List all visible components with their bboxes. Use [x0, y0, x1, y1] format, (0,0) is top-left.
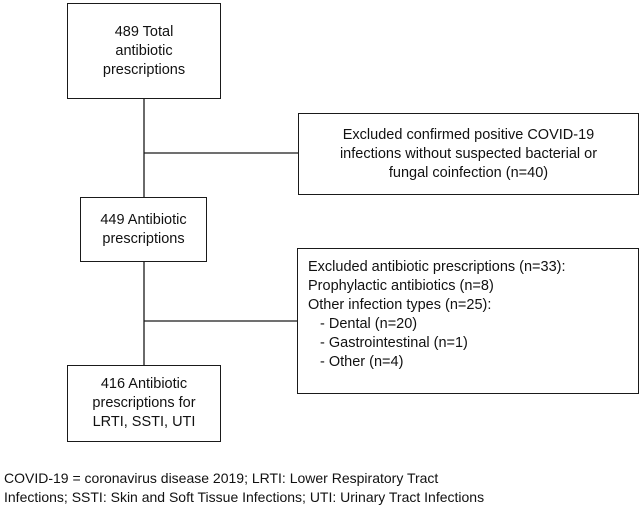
- footnote-line-2: Infections; SSTI: Skin and Soft Tissue Infections; UTI: Urinary Tract Infections: [4, 489, 485, 505]
- box-416-line-3: LRTI, SSTI, UTI: [92, 414, 196, 430]
- abbreviations-footnote: [4, 469, 484, 507]
- box-total-line-2: antibiotic: [115, 42, 173, 59]
- box-excl-line-6: - Other (n=4): [320, 354, 404, 370]
- box-excl-line-1: Excluded antibiotic prescriptions (n=33):: [308, 259, 566, 275]
- box-416-final-prescriptions: [67, 365, 221, 442]
- box-excl-line-3: Other infection types (n=25):: [308, 297, 492, 313]
- box-416-line-2: prescriptions for: [92, 395, 196, 411]
- box-total-prescriptions: [67, 3, 221, 99]
- box-449-line-1: 449 Antibiotic: [100, 211, 187, 228]
- box-449-line-2: prescriptions: [102, 230, 185, 247]
- box-excluded-covid: [298, 113, 639, 195]
- box-covid-line-2: infections without suspected bacterial or: [339, 145, 598, 162]
- box-416-line-1: 416 Antibiotic: [100, 376, 188, 392]
- box-total-line-1: 489 Total: [114, 23, 174, 40]
- box-excl-line-5: - Gastrointestinal (n=1): [320, 335, 468, 351]
- box-covid-line-3: fungal coinfection (n=40): [388, 164, 549, 181]
- box-excluded-prescriptions: [297, 248, 639, 394]
- box-449-antibiotic-prescriptions: [80, 197, 207, 262]
- box-total-line-3: prescriptions: [102, 61, 186, 78]
- box-covid-line-1: Excluded confirmed positive COVID-19: [342, 126, 595, 143]
- box-excl-line-2: Prophylactic antibiotics (n=8): [308, 278, 494, 294]
- box-excl-line-4: - Dental (n=20): [320, 316, 418, 332]
- footnote-line-1: COVID-19 = coronavirus disease 2019; LRTI: Lower Respiratory Tract: [4, 470, 439, 486]
